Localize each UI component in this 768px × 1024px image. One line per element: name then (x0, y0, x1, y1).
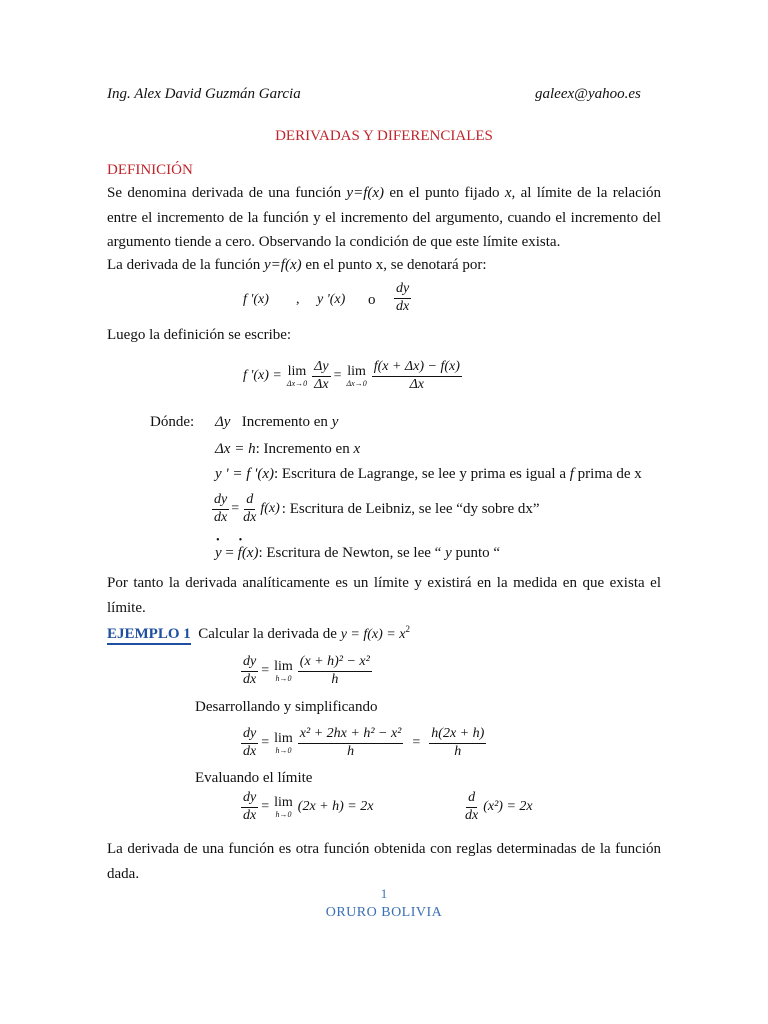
example-1-label: EJEMPLO 1 (107, 626, 191, 645)
limit-note-paragraph: Por tanto la derivada analíticamente es un límite y existirá en la medida en que exista el límite. (107, 575, 661, 616)
conclusion-paragraph: La derivada de una función es otra función obtenida con reglas determinadas de la función dada. (107, 841, 661, 882)
author-email: galeex@yahoo.es (535, 86, 641, 102)
derivative-definition-formula: f '(x) = lim Δx→0 $\frac{\Delta y}{\Delta x}$ = lim Δx→0 $\frac{f(x + \Delta x) - f(x)}{\Delta x}$ (243, 359, 460, 392)
definition-intro: Luego la definición se escribe: (107, 327, 292, 343)
example-equation-3: $\frac{dy}{dx}$ = lim h→0 (2x + h) = 2x (243, 790, 374, 823)
page-title: DERIVADAS Y DIFERENCIALES (275, 128, 493, 144)
definition-paragraph: Se denomina derivada de una función y=f(x) en el punto fijado x, al límite de la relación entre el incremento de la función y el incremento del argumento, cuando el incremento del argumento tiende a cero. Observando la condición de que este límite exista. (107, 185, 662, 250)
example-equation-1: $\frac{dy}{dx}$ = lim h→0 $\frac{\text{(x + h)² − x²}}{h}$ (243, 654, 370, 687)
where-line-5: • y = • f(x): Escritura de Newton, se lee “ y punto “ (215, 545, 500, 562)
where-line-3: y ' = f '(x): Escritura de Lagrange, se lee y prima es igual a f prima de x (215, 466, 642, 482)
where-line-4: $\frac{dy}{dx}$ = $\frac{d}{dx}$ f(x) : Escritura de Leibniz, se lee “dy sobre dx” (214, 492, 540, 525)
footer-location: ORURO BOLIVIA (325, 905, 443, 920)
where-label: Dónde: (150, 414, 195, 430)
where-line-2: Δx = h: Incremento en x (215, 441, 361, 457)
notation-comma: , (296, 292, 300, 307)
where-line-1: Δy Incremento en y (215, 414, 339, 430)
expanding-label: Desarrollando y simplificando (195, 699, 378, 715)
notation-leibniz: $\frac{dy}{dx}$ (396, 281, 410, 314)
example-1-statement: EJEMPLO 1 Calcular la derivada de $y = f(x) = x^2$ (107, 624, 410, 643)
evaluating-label: Evaluando el límite (195, 770, 313, 786)
notation-intro: La derivada de la función y=f(x) en el punto x, se denotará por: (107, 257, 487, 273)
example-equation-4: $\frac{d}{dx}$ (x²) = 2x (465, 790, 533, 823)
notation-y-prime: y '(x) (317, 292, 346, 307)
author-name: Ing. Alex David Guzmán Garcia (107, 86, 301, 102)
notation-f-prime: f '(x) (243, 292, 269, 307)
page-number: 1 (380, 886, 388, 901)
notation-or: o (368, 292, 376, 308)
example-equation-2: $\frac{dy}{dx}$ = lim h→0 $\frac{\text{x² + 2hx + h² − x²}}{h}$ = $\frac{h(2x + h)}{h}$ (243, 726, 485, 759)
definition-heading: DEFINICIÓN (107, 162, 193, 178)
